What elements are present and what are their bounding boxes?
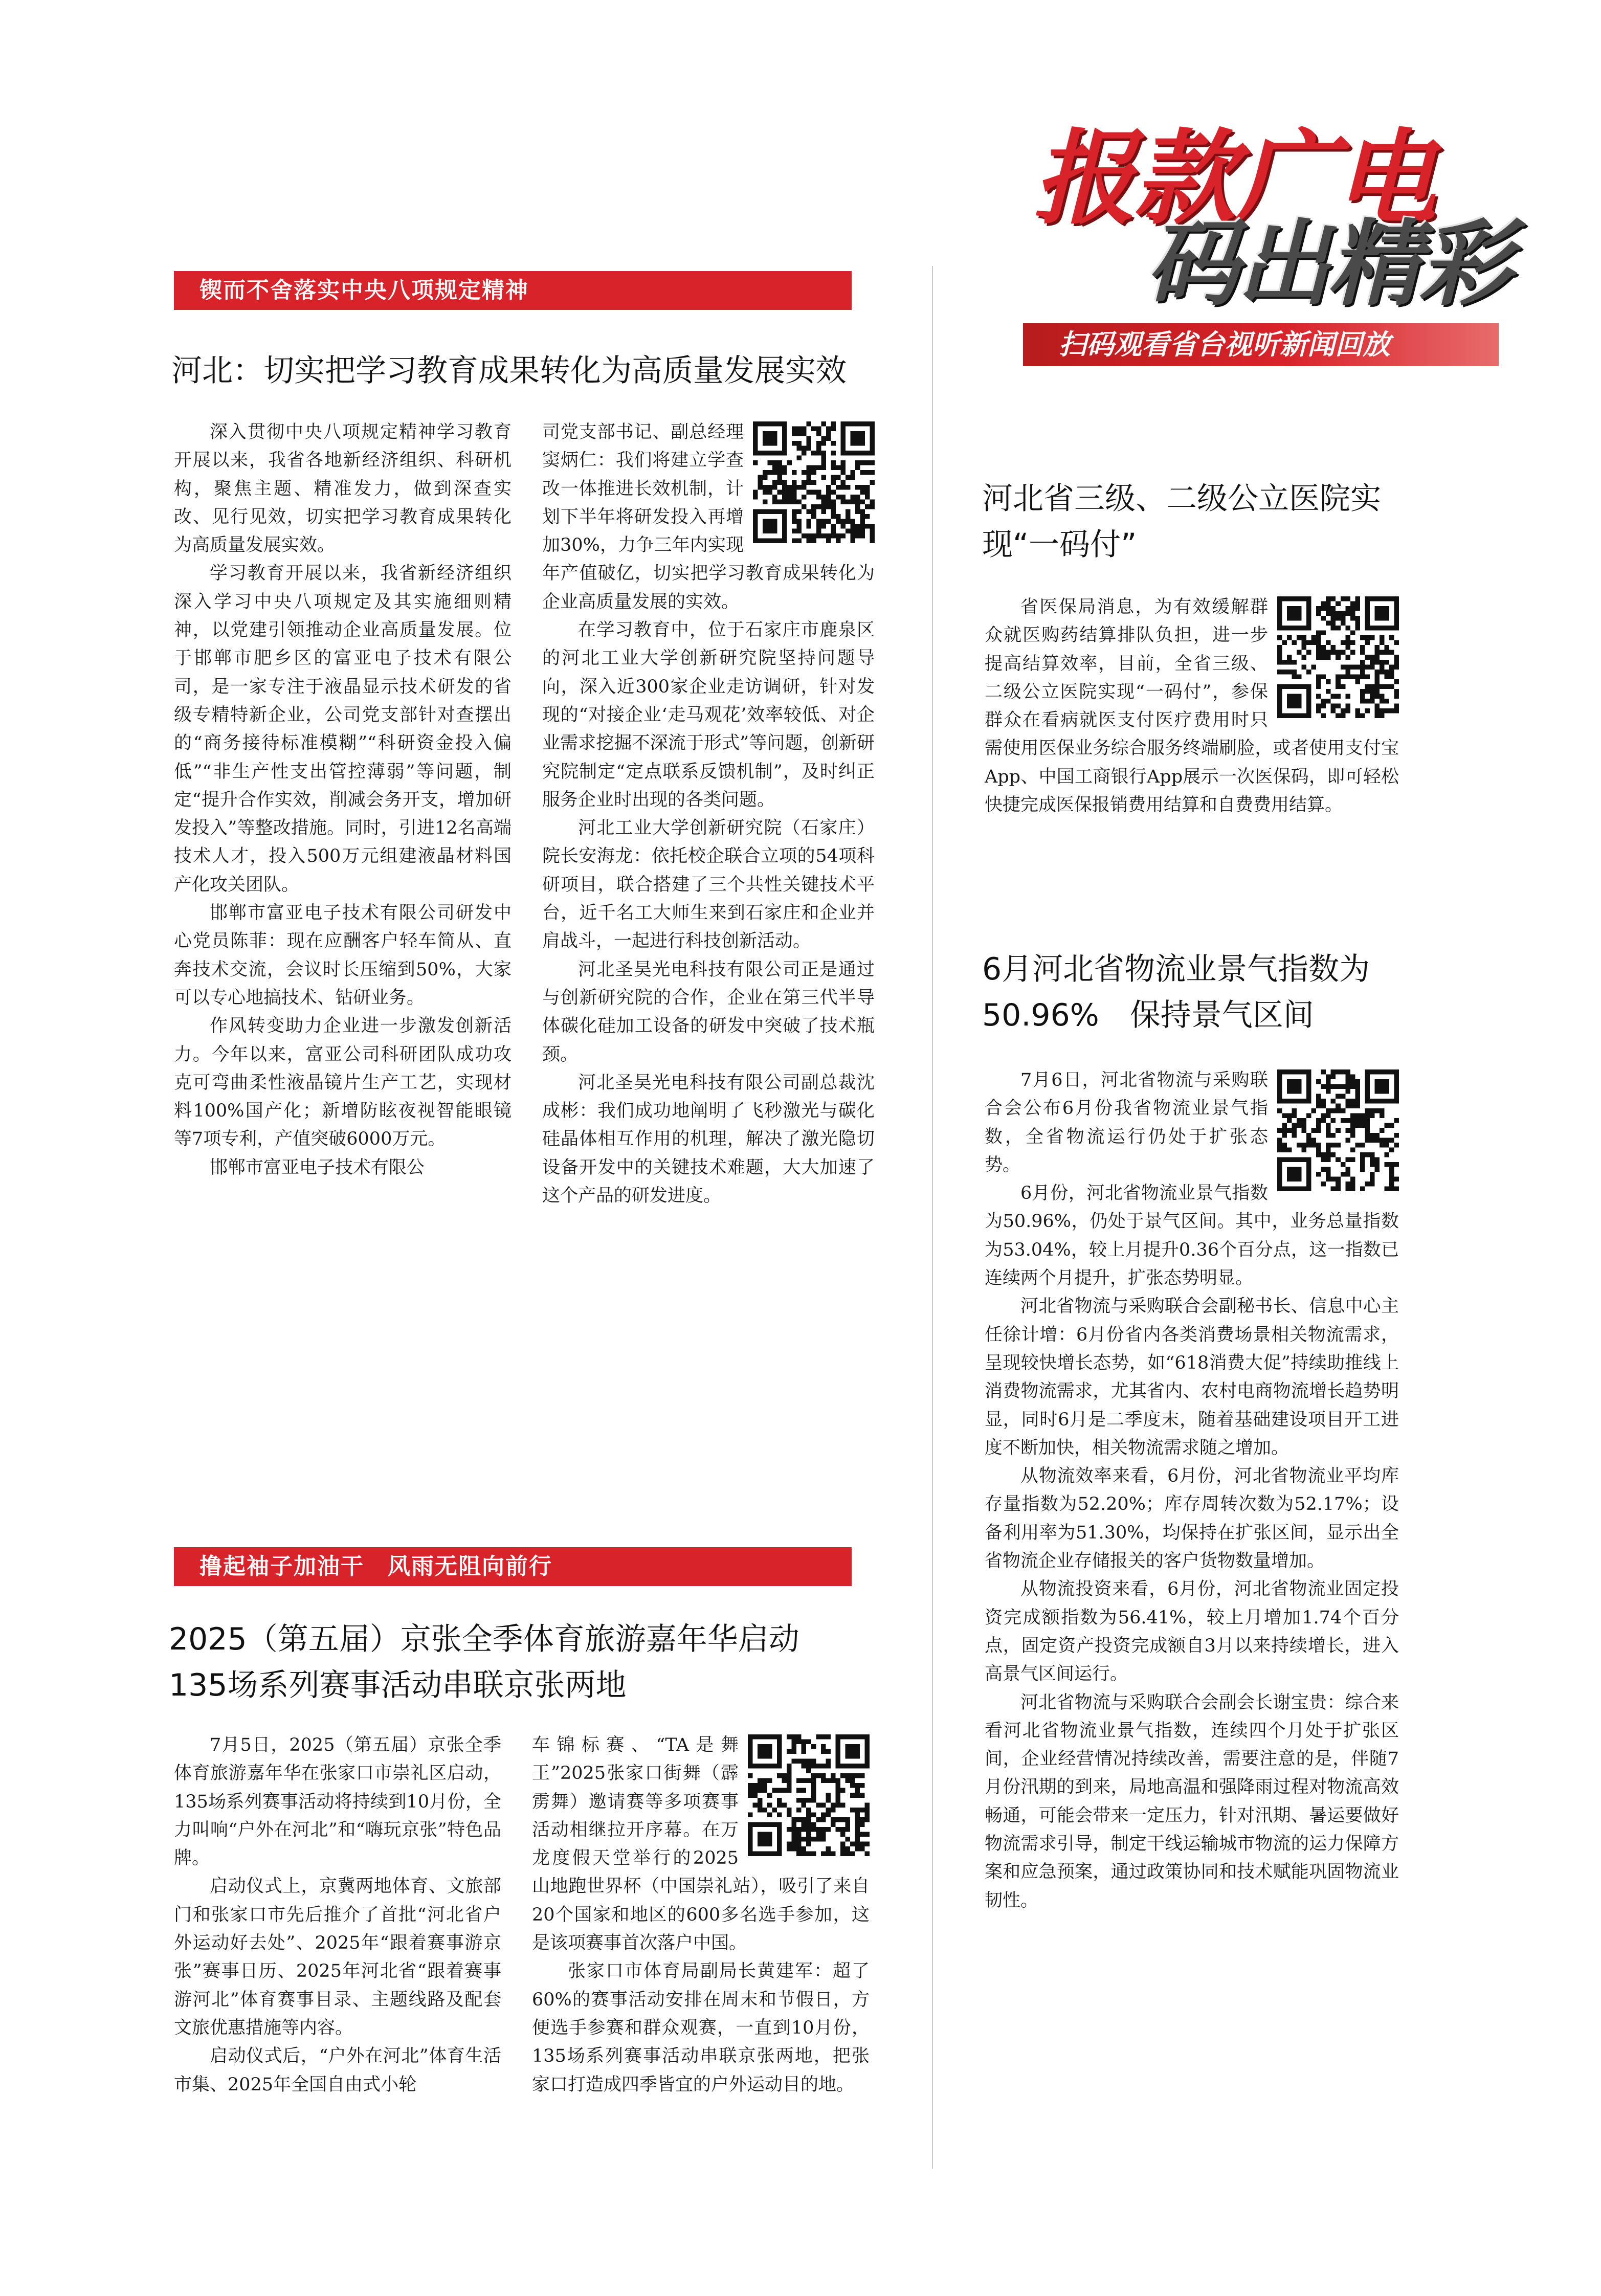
- qr-code-icon: [1277, 1069, 1399, 1191]
- paragraph: 河北省物流与采购联合会副会长谢宝贵：综合来看河北省物流业景气指数，连续四个月处于扩张区间，企业经营情况持续改善，需要注意的是，伴随7月份汛期的到来，局地高温和强降雨过程对物流高效畅通，可能会带来一定压力，针对汛期、暑运要做好物流需求引导，制定干线运输城市物流的运力保障方案和应急预案，通过政策协同和技术赋能巩固物流业韧性。: [985, 1692, 1399, 1911]
- section2-headline-line2: 135场系列赛事活动串联京张两地: [169, 1667, 627, 1703]
- section2-col1: [174, 1731, 501, 2099]
- paragraph: 作风转变助力企业进一步激发创新活力。今年以来，富亚公司科研团队成功攻克可弯曲柔性液晶镜片生产工艺，实现材料100%国产化；新增防眩夜视智能眼镜等7项专利，产值突破6000万元。: [174, 1016, 512, 1150]
- article4-headline-line2: 50.96% 保持景气区间: [982, 997, 1314, 1033]
- section1-col2: [542, 418, 875, 1210]
- paragraph: 河北圣昊光电科技有限公司正是通过与创新研究院的合作，企业在第三代半导体碳化硅加工设备的研发中突破了技术瓶颈。: [542, 959, 875, 1065]
- brand-logo: [1023, 119, 1514, 378]
- qr-code-icon: [748, 1734, 870, 1856]
- paragraph: 省医保局消息，为有效缓解群众就医购药结算排队负担，进一步提高结算效率，目前，全省三级、二级公立医院实现“一码付”，参保群众在看病就医支付医疗费用时只需使用医保业务综合服务终端刷脸，或者使用支付宝App、中国工商银行App展示一次医保码，即可轻松快捷完成医保报销费用结算和自费费用结算。: [985, 597, 1399, 816]
- paragraph: 从物流投资来看，6月份，河北省物流业固定投资完成额指数为56.41%，较上月增加1.74个百分点，固定资产投资完成额自3月以来持续增长，进入高景气区间运行。: [985, 1579, 1399, 1685]
- paragraph: 张家口市体育局副局长黄建军：超了60%的赛事活动安排在周末和节假日，方便选手参赛和群众观赛，一直到10月份，135场系列赛事活动串联京张两地，把张家口打造成四季皆宜的户外运动目的地。: [532, 1961, 870, 2095]
- paragraph: 河北工业大学创新研究院（石家庄）院长安海龙：依托校企联合立项的54项科研项目，联合搭建了三个共性关键技术平台，近千名工大师生来到石家庄和企业并肩战斗，一起进行科技创新活动。: [542, 818, 875, 952]
- column-divider: [932, 266, 933, 2169]
- section1-headline: 河北：切实把学习教育成果转化为高质量发展实效: [171, 353, 847, 389]
- paragraph: 邯郸市富亚电子技术有限公: [210, 1157, 425, 1178]
- paragraph: 启动仪式上，京冀两地体育、文旅部门和张家口市先后推介了首批“河北省户外运动好去处”、2025年“跟着赛事游京张”赛事日历、2025年河北省“跟着赛事游河北”体育赛事目录、主题线路及配套文旅优惠措施等内容。: [174, 1876, 501, 2038]
- qr-code-icon: [753, 421, 875, 543]
- paragraph: 学习教育开展以来，我省新经济组织深入学习中央八项规定及其实施细则精神，以党建引领推动企业高质量发展。位于邯郸市肥乡区的富亚电子技术有限公司，是一家专注于液晶显示技术研发的省级专精特新企业，公司党支部针对查摆出的“商务接待标准模糊”“科研资金投入偏低”“非生产性支出管控薄弱”等问题，制定“提升合作实效，削减会务开支，增加研发投入”等整改措施。同时，引进12名高端技术人才，投入500万元组建液晶材料国产化攻关团队。: [174, 563, 512, 895]
- paragraph: 从物流效率来看，6月份，河北省物流业平均库存量指数为52.20%；库存周转次数为52.17%；设备利用率为51.30%，均保持在扩张区间，显示出全省物流企业存储报关的客户货物数量增加。: [985, 1466, 1399, 1572]
- paragraph: 启动仪式后，“户外在河北”体育生活市集、2025年全国自由式小轮: [174, 2046, 501, 2095]
- article3-headline-line2: 现“一码付”: [982, 527, 1137, 563]
- article4-headline-line1: 6月河北省物流业景气指数为: [982, 951, 1370, 987]
- qr-code-icon: [1277, 596, 1399, 718]
- paragraph: 车锦标赛、“TA是舞王”2025张家口街舞（霹雳舞）邀请赛等多项赛事活动相继拉开序幕。在万龙度假天堂举行的2025山地跑世界杯（中国崇礼站），吸引了来自20个国家和地区的600多名选手参加，这是该项赛事首次落户中国。: [532, 1735, 870, 1954]
- paragraph: 河北省物流与采购联合会副秘书长、信息中心主任徐计增：6月份省内各类消费场景相关物流需求，呈现较快增长态势，如“618消费大促”持续助推线上消费物流需求，尤其省内、农村电商物流增长趋势明显，同时6月是二季度末，随着基础建设项目开工进度不断加快，相关物流需求随之增加。: [985, 1296, 1399, 1458]
- article4-body: [985, 1066, 1399, 1915]
- section2-headline-line1: 2025（第五届）京张全季体育旅游嘉年华启动: [169, 1621, 799, 1657]
- paragraph: 7月5日，2025（第五届）京张全季体育旅游嘉年华在张家口市崇礼区启动，135场系列赛事活动将持续到10月份，全力叫响“户外在河北”和“嗨玩京张”特色品牌。: [174, 1735, 501, 1869]
- section1-col1: [174, 418, 512, 1182]
- paragraph: 河北圣昊光电科技有限公司副总裁沈成彬：我们成功地阐明了飞秒激光与碳化硅晶体相互作用的机理，解决了激光隐切设备开发中的关键技术难题，大大加速了这个产品的研发进度。: [542, 1072, 875, 1207]
- section2-col2: [532, 1731, 870, 2099]
- article3-body: [985, 593, 1399, 819]
- paragraph: 6月份，河北省物流业景气指数为50.96%，仍处于景气区间。其中，业务总量指数为53.04%，较上月提升0.36个百分点，这一指数已连续两个月提升，扩张态势明显。: [985, 1183, 1399, 1289]
- brand-line-1: 报款广电: [1033, 119, 1435, 238]
- paragraph: 在学习教育中，位于石家庄市鹿泉区的河北工业大学创新研究院坚持问题导向，深入近300家企业走访调研，针对发现的“对接企业‘走马观花’效率较低、对企业需求挖掘不深流于形式”等问题，创新研究院制定“定点联系反馈机制”，及时纠正服务企业时出现的各类问题。: [542, 620, 875, 810]
- section1-banner: 锲而不舍落实中央八项规定精神: [174, 271, 852, 310]
- article3-headline-line1: 河北省三级、二级公立医院实: [982, 481, 1381, 517]
- brand-subtitle: 扫码观看省台视听新闻回放: [1023, 323, 1499, 366]
- section2-banner: 撸起袖子加油干 风雨无阻向前行: [174, 1547, 852, 1586]
- paragraph: 司党支部书记、副总经理窦炳仁：我们将建立学查改一体推进长效机制，计划下半年将研发投入再增加30%，力争三年内实现年产值破亿，切实把学习教育成果转化为企业高质量发展的实效。: [542, 422, 875, 612]
- paragraph: 深入贯彻中央八项规定精神学习教育开展以来，我省各地新经济组织、科研机构，聚焦主题、精准发力，做到深查实改、见行见效，切实把学习教育成果转化为高质量发展实效。: [174, 422, 512, 556]
- paragraph: 7月6日，河北省物流与采购联合会公布6月份我省物流业景气指数，全省物流运行仍处于扩张态势。: [985, 1070, 1268, 1175]
- brand-line-2: 码出精彩: [1146, 210, 1510, 318]
- paragraph: 邯郸市富亚电子技术有限公司研发中心党员陈菲：现在应酬客户轻车简从、直奔技术交流，会议时长压缩到50%，大家可以专心地搞技术、钻研业务。: [174, 903, 512, 1008]
